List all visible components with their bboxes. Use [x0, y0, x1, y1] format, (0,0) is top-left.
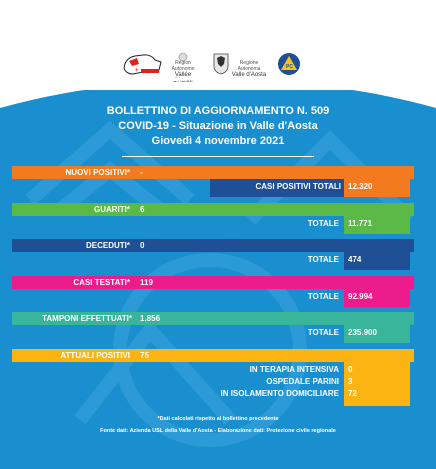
eagle-logo-caption: Regione Autonoma Valle d'Aosta: [231, 60, 267, 78]
terapia-intensiva-value: 0: [348, 365, 353, 374]
logo-strip: [0, 0, 436, 88]
guariti-totale-value: 11.771: [348, 219, 373, 228]
isolamento-label: IN ISOLAMENTO DOMICILIARE: [220, 389, 339, 398]
bulletin-subtitle: COVID-19 - Situazione in Valle d'Aosta: [118, 120, 318, 132]
casi-testati-value-bar: [162, 276, 414, 289]
bulletin-date: Giovedì 4 novembre 2021: [151, 135, 285, 147]
region-logo-caption: Région Autonome Vallée d'Aoste: [171, 60, 195, 84]
deceduti-value-bar: [162, 239, 414, 252]
data-source: Fonte dati: Azienda USL della Valle d'Aosta - Elaborazione dati: Protezione civile regionale: [100, 428, 336, 434]
attuali-positivi-label: ATTUALI POSITIVI: [60, 351, 130, 360]
bulletin-title: BOLLETTINO DI AGGIORNAMENTO N. 509: [106, 105, 330, 117]
title-divider: [122, 156, 314, 157]
protezione-civile-icon: [277, 52, 301, 76]
casi-testati-label: CASI TESTATI*: [73, 278, 130, 287]
guariti-label: GUARITI*: [94, 205, 130, 214]
header-wave: [0, 78, 436, 108]
svg-text:PC: PC: [286, 64, 293, 70]
nuovi-positivi-value-bar: [162, 166, 414, 179]
attuali-breakdown-box: [344, 362, 410, 406]
nuovi-positivi-value: -: [140, 168, 143, 177]
covid-red-logo-icon: [121, 52, 165, 78]
casi-positivi-totali-value: 12.320: [348, 182, 373, 191]
tamponi-value-bar: [162, 312, 414, 325]
deceduti-totale-value: 474: [348, 255, 362, 264]
casi-testati-value: 119: [140, 278, 153, 287]
tamponi-value: 1.856: [140, 314, 161, 323]
guariti-totale-label: TOTALE: [307, 219, 339, 228]
eagle-coat-of-arms-icon: [212, 52, 230, 76]
footnote: *Dati calcolati rispetto al bollettino precedente: [157, 416, 279, 422]
isolamento-value: 72: [348, 389, 357, 398]
deceduti-totale-label: TOTALE: [307, 255, 339, 264]
tamponi-totale-value: 235.900: [348, 328, 377, 337]
casi-testati-totale-value: 92.994: [348, 292, 373, 301]
tamponi-label: TAMPONI EFFETTUATI*: [42, 314, 132, 323]
tamponi-totale-label: TOTALE: [307, 328, 339, 337]
guariti-value-bar: [162, 203, 414, 216]
ospedale-parini-label: OSPEDALE PARINI: [266, 377, 339, 386]
casi-positivi-totali-label: CASI POSITIVI TOTALI: [255, 182, 341, 191]
guariti-value: 6: [140, 205, 145, 214]
svg-text:+: +: [135, 68, 139, 74]
nuovi-positivi-label: NUOVI POSITIVI*: [65, 168, 130, 177]
ospedale-parini-value: 3: [348, 377, 353, 386]
attuali-positivi-value: 75: [140, 351, 149, 360]
attuali-positivi-value-bar: [162, 349, 414, 362]
terapia-intensiva-label: IN TERAPIA INTENSIVA: [249, 365, 339, 374]
deceduti-label: DECEDUTI*: [85, 241, 130, 250]
casi-testati-totale-label: TOTALE: [307, 292, 339, 301]
deceduti-value: 0: [140, 241, 145, 250]
